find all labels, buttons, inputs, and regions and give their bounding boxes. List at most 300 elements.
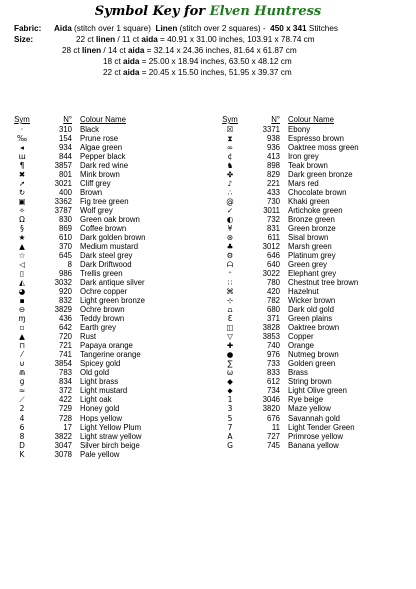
table-row — [212, 368, 412, 377]
table-row — [4, 359, 206, 368]
colour-name-cell: Dark Driftwood — [80, 260, 132, 270]
colour-name-cell: Green oak brown — [80, 215, 140, 225]
symbol-cell: ▫ — [19, 323, 25, 333]
symbol-cell: 1 — [227, 395, 233, 405]
size-row-2 — [14, 45, 338, 56]
colour-name-cell: String brown — [288, 377, 332, 387]
number-cell: 831 — [266, 224, 280, 234]
fabric-details — [54, 23, 338, 34]
number-cell: 422 — [58, 395, 72, 405]
number-cell: 782 — [266, 296, 280, 306]
symbol-cell: ◂ — [20, 143, 24, 153]
colour-name-cell: Teddy brown — [80, 314, 125, 324]
size-count: 18 ct — [103, 57, 124, 66]
number-cell: 834 — [58, 377, 72, 387]
symbol-cell: ‰ — [16, 134, 28, 144]
number-cell: 420 — [266, 287, 280, 297]
number-cell: 869 — [58, 224, 72, 234]
symbol-cell: 8 — [19, 431, 25, 441]
number-cell: 11 — [271, 422, 280, 432]
number-cell: 640 — [266, 260, 280, 270]
symbol-cell: ▲ — [19, 332, 25, 342]
symbol-cell: ✖ — [18, 170, 26, 180]
colour-name-cell: Elephant grey — [288, 269, 337, 279]
number-cell: 436 — [58, 314, 72, 324]
table-row — [4, 450, 206, 459]
table-row — [4, 296, 206, 305]
number-cell: 934 — [58, 143, 72, 153]
symbol-cell: ≈ — [18, 386, 26, 396]
table-row — [212, 323, 412, 332]
colour-name-cell: Marsh green — [288, 242, 332, 252]
colour-name-cell: Papaya orange — [80, 341, 133, 351]
table-row — [4, 134, 206, 143]
number-cell: 645 — [58, 251, 72, 261]
table-row — [4, 260, 206, 269]
symbol-table-left — [4, 115, 206, 459]
table-row — [212, 287, 412, 296]
number-cell: 17 — [63, 422, 72, 432]
colour-name-cell: Light green bronze — [80, 296, 146, 306]
number-cell: 898 — [266, 161, 280, 171]
number-cell: 734 — [266, 386, 280, 396]
symbol-cell: Ω — [19, 215, 25, 225]
symbol-cell: ✧ — [18, 206, 26, 216]
table-row — [212, 179, 412, 188]
table-row — [212, 395, 412, 404]
colour-name-cell: Honey gold — [80, 404, 120, 414]
table-row — [212, 161, 412, 170]
header-name: Colour Name — [288, 115, 334, 124]
table-row — [4, 179, 206, 188]
colour-name-cell: Fig tree green — [80, 197, 129, 207]
colour-name-cell: Old gold — [80, 368, 110, 378]
fabric-linen-note: (stitch over 2 squares) - — [177, 24, 271, 33]
table-row — [212, 404, 412, 413]
table-row — [212, 296, 412, 305]
size-row-1 — [14, 34, 338, 45]
size-dimensions: = 40.91 x 31.00 inches, 103.91 x 78.74 cm — [157, 35, 315, 44]
header-num: N° — [271, 115, 280, 124]
size-count: 22 ct — [103, 68, 124, 77]
colour-name-cell: Black — [80, 125, 100, 134]
symbol-cell: ⚙ — [226, 251, 234, 261]
symbol-cell: ◁ — [19, 260, 25, 270]
fabric-size-info — [14, 23, 338, 78]
table-row — [4, 395, 206, 404]
symbol-cell: ⋒ — [18, 368, 26, 378]
colour-name-cell: Iron grey — [288, 152, 319, 162]
colour-name-cell: Light straw yellow — [80, 431, 142, 441]
table-row — [4, 404, 206, 413]
table-row — [4, 332, 206, 341]
symbol-cell: ◫ — [226, 323, 234, 333]
number-cell: 829 — [266, 170, 280, 180]
symbol-cell: ⊛ — [226, 233, 234, 243]
number-cell: 642 — [58, 323, 72, 333]
symbol-cell: ¶ — [19, 161, 25, 171]
table-row — [4, 206, 206, 215]
colour-name-cell: Platinum grey — [288, 251, 336, 261]
symbol-cell: ¥ — [227, 224, 233, 234]
colour-name-cell: Wolf grey — [80, 206, 113, 216]
symbol-cell: 6 — [19, 422, 25, 432]
number-cell: 3828 — [262, 323, 280, 333]
symbol-cell: ⁄ — [21, 350, 23, 360]
colour-name-cell: Golden green — [288, 359, 336, 369]
number-cell: 730 — [266, 197, 280, 207]
size-fabric: linen — [82, 46, 102, 55]
number-cell: 741 — [58, 350, 72, 360]
colour-name-cell: Artichoke green — [288, 206, 343, 216]
table-row — [4, 269, 206, 278]
table-row — [212, 423, 412, 432]
table-row — [212, 341, 412, 350]
size-fabric: linen — [96, 35, 116, 44]
size-count-2: / 11 ct — [115, 35, 142, 44]
number-cell: 727 — [266, 431, 280, 441]
table-row — [4, 278, 206, 287]
header-sym: Sym — [222, 115, 238, 124]
number-cell: 676 — [266, 413, 280, 423]
number-cell: 986 — [58, 269, 72, 279]
table-header — [212, 115, 412, 125]
table-row — [212, 188, 412, 197]
size-fabric-2: aida — [128, 46, 145, 55]
table-row — [4, 170, 206, 179]
number-cell: 3829 — [54, 305, 72, 315]
size-line — [14, 45, 297, 56]
table-row — [4, 287, 206, 296]
number-cell: 3046 — [262, 395, 280, 405]
colour-name-cell: Ochre copper — [80, 287, 128, 297]
size-label: Size: — [14, 35, 34, 44]
colour-name-cell: Mars red — [288, 179, 319, 189]
symbol-cell: ⧗ — [227, 134, 233, 144]
symbol-cell: ➚ — [18, 179, 26, 189]
colour-name-cell: Pepper black — [80, 152, 126, 162]
number-cell: 3820 — [262, 404, 280, 414]
colour-name-cell: Sisal brown — [288, 233, 329, 243]
number-cell: 728 — [58, 413, 72, 423]
table-row — [4, 152, 206, 161]
page-title — [0, 4, 416, 19]
stitch-count: 450 x 341 — [270, 24, 307, 33]
number-cell: 920 — [58, 287, 72, 297]
table-row — [212, 332, 412, 341]
colour-name-cell: Brown — [80, 188, 103, 198]
table-row — [212, 386, 412, 395]
colour-name-cell: Green plains — [288, 314, 333, 324]
symbol-cell: ↻ — [18, 188, 26, 198]
colour-name-cell: Dark old gold — [288, 305, 334, 315]
stitches-label: Stitches — [306, 24, 338, 33]
symbol-cell: · — [20, 125, 24, 134]
table-row — [212, 134, 412, 143]
table-row — [212, 206, 412, 215]
symbol-cell: ⊍ — [19, 359, 25, 369]
symbol-cell: ♣ — [226, 242, 234, 252]
colour-name-cell: Dark golden brown — [80, 233, 146, 243]
symbol-cell: ⩍ — [227, 305, 233, 315]
colour-name-cell: Light oak — [80, 395, 112, 405]
table-row — [4, 305, 206, 314]
number-cell: 745 — [266, 440, 280, 450]
table-row — [212, 125, 412, 134]
symbol-cell: @ — [226, 197, 234, 207]
number-cell: 433 — [266, 188, 280, 198]
symbol-cell: ɱ — [18, 314, 26, 324]
symbol-cell: 4 — [19, 413, 25, 423]
number-cell: 729 — [58, 404, 72, 414]
symbol-cell: ✚ — [226, 341, 234, 351]
symbol-cell: 7 — [227, 422, 233, 432]
symbol-cell: ⊹ — [226, 296, 234, 306]
number-cell: 221 — [266, 179, 280, 189]
symbol-cell: ѡ — [226, 368, 234, 378]
colour-name-cell: Silver birch beige — [80, 440, 140, 450]
table-row — [4, 341, 206, 350]
table-row — [4, 368, 206, 377]
number-cell: 938 — [266, 134, 280, 144]
number-cell: 780 — [266, 278, 280, 288]
symbol-cell: ★ — [18, 233, 26, 243]
table-row — [212, 305, 412, 314]
number-cell: 3047 — [54, 440, 72, 450]
symbol-cell: ɡ — [19, 377, 25, 387]
size-count: 28 ct — [62, 46, 83, 55]
symbol-cell: ∷ — [227, 278, 233, 288]
number-cell: 3012 — [262, 242, 280, 252]
number-cell: 400 — [58, 188, 72, 198]
colour-name-cell: Spicey gold — [80, 359, 121, 369]
number-cell: 721 — [58, 341, 72, 351]
fabric-linen: Linen — [155, 24, 178, 33]
number-cell: 3857 — [54, 161, 72, 171]
number-cell: 612 — [266, 377, 280, 387]
number-cell: 3011 — [263, 206, 280, 216]
number-cell: 372 — [58, 386, 72, 396]
size-dimensions: = 32.14 x 24.36 inches, 81.64 x 61.87 cm — [144, 46, 297, 55]
size-dimensions: = 20.45 x 15.50 inches, 51.95 x 39.37 cm — [139, 68, 292, 77]
symbol-cell: ● — [226, 350, 234, 360]
size-fabric-2: aida — [141, 35, 158, 44]
symbol-cell: 3 — [227, 404, 233, 414]
colour-name-cell: Tangerine orange — [80, 350, 141, 360]
symbol-cell: ☆ — [18, 251, 26, 261]
symbol-cell: ♞ — [226, 161, 234, 171]
symbol-cell: ɯ — [18, 152, 26, 162]
fabric-aida: Aida — [54, 24, 72, 33]
symbol-cell: K — [19, 449, 25, 459]
number-cell: 154 — [58, 134, 72, 144]
size-fabric: aida — [123, 57, 140, 66]
colour-name-cell: Savannah gold — [288, 413, 341, 423]
number-cell: 733 — [266, 359, 280, 369]
number-cell: 976 — [266, 350, 280, 360]
header-num: N° — [63, 115, 72, 124]
symbol-cell: ♪ — [227, 179, 233, 189]
number-cell: 801 — [58, 170, 72, 180]
number-cell: 3822 — [54, 431, 72, 441]
colour-name-cell: Coffee brown — [80, 224, 127, 234]
colour-name-cell: Khaki green — [288, 197, 330, 207]
symbol-cell: Ɛ — [227, 314, 233, 324]
colour-name-cell: Dark steel grey — [80, 251, 133, 261]
colour-name-cell: Copper — [288, 332, 314, 342]
table-row — [212, 314, 412, 323]
symbol-cell: A — [227, 431, 233, 441]
colour-name-cell: Green grey — [288, 260, 328, 270]
number-cell: 3853 — [262, 332, 280, 342]
table-row — [212, 359, 412, 368]
fabric-row — [14, 23, 338, 34]
table-row — [4, 233, 206, 242]
table-row — [4, 377, 206, 386]
colour-name-cell: Brass — [288, 368, 308, 378]
symbol-cell: ⟋ — [19, 395, 25, 405]
table-row — [4, 441, 206, 450]
symbol-cell: ◐ — [226, 215, 234, 225]
symbol-cell: ⌘ — [226, 287, 234, 297]
colour-name-cell: Oaktree brown — [288, 323, 340, 333]
number-cell: 3078 — [54, 449, 72, 459]
number-cell: 3021 — [54, 179, 72, 189]
table-row — [212, 215, 412, 224]
colour-name-cell: Espresso brown — [288, 134, 344, 144]
symbol-cell: ⬥ — [227, 386, 233, 396]
colour-name-cell: Chestnut tree brown — [288, 278, 359, 288]
symbol-cell: ¢ — [227, 152, 233, 162]
table-row — [212, 377, 412, 386]
colour-name-cell: Orange — [288, 341, 315, 351]
table-row — [4, 432, 206, 441]
number-cell: 740 — [266, 341, 280, 351]
symbol-cell: ⊓ — [19, 341, 25, 351]
colour-name-cell: Hops yellow — [80, 413, 123, 423]
colour-name-cell: Cliff grey — [80, 179, 111, 189]
number-cell: 310 — [58, 125, 72, 134]
colour-name-cell: Chocolate brown — [288, 188, 347, 198]
table-row — [4, 161, 206, 170]
title-pattern-name: Elven Huntress — [209, 4, 322, 19]
size-row-3 — [14, 56, 338, 67]
colour-name-cell: Oaktree moss green — [288, 143, 359, 153]
symbol-cell: ▽ — [227, 332, 233, 342]
symbol-cell: ✤ — [226, 170, 234, 180]
table-row — [212, 152, 412, 161]
number-cell: 680 — [266, 305, 280, 315]
colour-name-cell: Light brass — [80, 377, 119, 387]
fabric-aida-note: (stitch over 1 square) — [71, 24, 156, 33]
colour-name-cell: Light mustard — [80, 386, 128, 396]
symbol-cell: D — [19, 440, 25, 450]
symbol-cell: ▲ — [19, 242, 25, 252]
symbol-cell: 5 — [227, 413, 233, 423]
size-dimensions: = 25.00 x 18.94 inches, 63.50 x 48.12 cm — [139, 57, 292, 66]
number-cell: 371 — [266, 314, 280, 324]
table-row — [4, 386, 206, 395]
number-cell: 413 — [266, 152, 280, 162]
table-row — [212, 242, 412, 251]
header-sym: Sym — [14, 115, 30, 124]
symbol-cell: ∴ — [227, 188, 233, 198]
number-cell: 732 — [266, 215, 280, 225]
symbol-cell: ▣ — [18, 197, 26, 207]
table-row — [212, 269, 412, 278]
number-cell: 830 — [58, 215, 72, 225]
table-row — [212, 278, 412, 287]
number-cell: 832 — [58, 296, 72, 306]
symbol-cell: G — [227, 440, 233, 450]
symbol-cell: ∑ — [227, 359, 233, 369]
table-row — [4, 350, 206, 359]
colour-name-cell: Light Yellow Plum — [80, 422, 142, 432]
number-cell: 720 — [58, 332, 72, 342]
colour-name-cell: Maze yellow — [288, 404, 331, 414]
table-row — [4, 224, 206, 233]
symbol-cell: ◕ — [18, 287, 26, 297]
symbol-cell: ⊖ — [18, 305, 26, 315]
colour-name-cell: Ochre brown — [80, 305, 125, 315]
colour-name-cell: Green bronze — [288, 224, 336, 234]
table-row — [4, 143, 206, 152]
colour-name-cell: Algae green — [80, 143, 123, 153]
symbol-table-right — [212, 115, 412, 450]
size-fabric: aida — [123, 68, 140, 77]
size-line — [14, 56, 292, 67]
table-row — [4, 125, 206, 134]
number-cell: 370 — [58, 242, 72, 252]
colour-name-cell: Primrose yellow — [288, 431, 344, 441]
number-cell: 3371 — [262, 125, 280, 134]
table-row — [4, 314, 206, 323]
header-name: Colour Name — [80, 115, 126, 124]
colour-name-cell: Ebony — [288, 125, 311, 134]
number-cell: 3032 — [54, 278, 72, 288]
colour-name-cell: Wicker brown — [288, 296, 336, 306]
table-row — [212, 260, 412, 269]
number-cell: 610 — [58, 233, 72, 243]
colour-name-cell: Nutmeg brown — [288, 350, 339, 360]
colour-name-cell: Rye beige — [288, 395, 324, 405]
number-cell: 3022 — [262, 269, 280, 279]
symbol-cell: ◆ — [227, 377, 233, 387]
table-header — [4, 115, 206, 125]
number-cell: 833 — [266, 368, 280, 378]
colour-name-cell: Hazelnut — [288, 287, 319, 297]
fabric-label: Fabric: — [14, 24, 42, 33]
number-cell: 611 — [267, 233, 280, 243]
symbol-cell: ◭ — [19, 278, 25, 288]
colour-name-cell: Trellis green — [80, 269, 123, 279]
symbol-cell: § — [20, 224, 24, 234]
symbol-cell: ▯ — [19, 269, 25, 279]
size-line — [54, 34, 315, 45]
table-row — [212, 143, 412, 152]
table-row — [212, 233, 412, 242]
table-row — [4, 323, 206, 332]
table-row — [212, 170, 412, 179]
table-row — [212, 197, 412, 206]
number-cell: 783 — [58, 368, 72, 378]
colour-name-cell: Bronze green — [288, 215, 335, 225]
symbol-cell: ☒ — [226, 125, 234, 134]
table-row — [212, 251, 412, 260]
colour-name-cell: Banana yellow — [288, 440, 339, 450]
table-row — [4, 414, 206, 423]
colour-name-cell: Light Tender Green — [288, 422, 355, 432]
